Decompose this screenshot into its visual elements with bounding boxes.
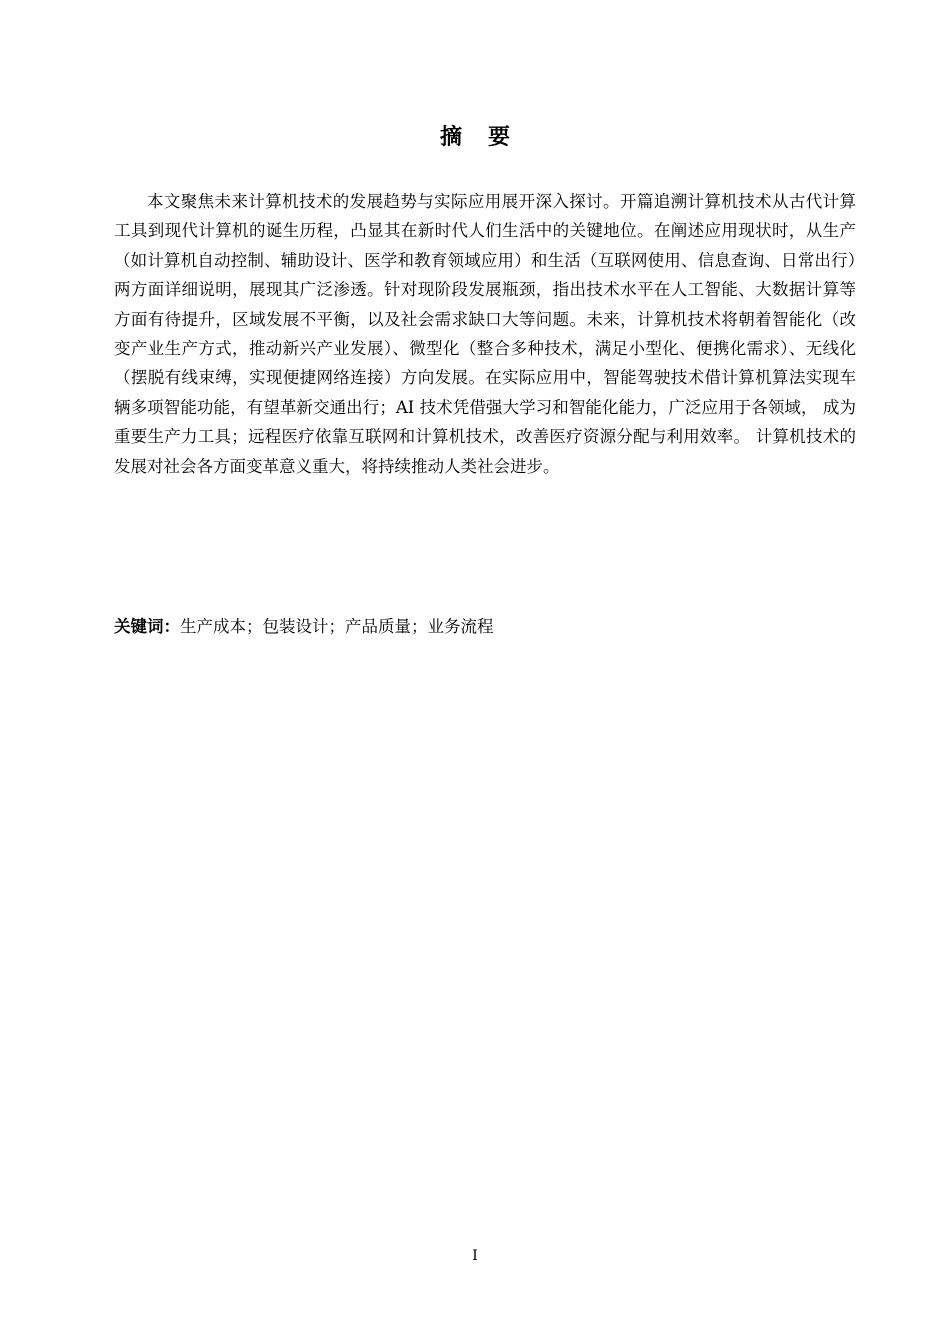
keywords-text: 生产成本；包装设计；产品质量；业务流程 [180, 617, 494, 636]
keywords-line [114, 612, 856, 641]
page-number: I [472, 1248, 478, 1264]
page-title: 摘要 [439, 125, 536, 150]
keywords-label: 关键词： [114, 617, 180, 636]
abstract-paragraph: 本文聚焦未来计算机技术的发展趋势与实际应用展开深入探讨。开篇追溯计算机技术从古代计算工具到现代计算机的诞生历程，凸显其在新时代人们生活中的关键地位。在阐述应用现状时，从生产（如计算机自动控制、辅助设计、医学和教育领域应用）和生活（互联网使用、信息查询、日常出行）两方面详细说明，展现其广泛渗透。针对现阶段发展瓶颈，指出技术水平在人工智能、大数据计算等方面有待提升，区域发展不平衡，以及社会需求缺口大等问题。未来，计算机技术将朝着智能化（改变产业生产方式，推动新兴产业发展）、微型化（整合多种技术，满足小型化、便携化需求）、无线化（摆脱有线束缚，实现便捷网络连接）方向发展。在实际应用中，智能驾驶技术借计算机算法实现车辆多项智能功能，有望革新交通出行；AI 技术凭借强大学习和智能化能力，广泛应用于各领域， 成为重要生产力工具；远程医疗依靠互联网和计算机技术，改善医疗资源分配与利用效率。 计算机技术的发展对社会各方面变革意义重大，将持续推动人类社会进步。 [114, 192, 856, 476]
